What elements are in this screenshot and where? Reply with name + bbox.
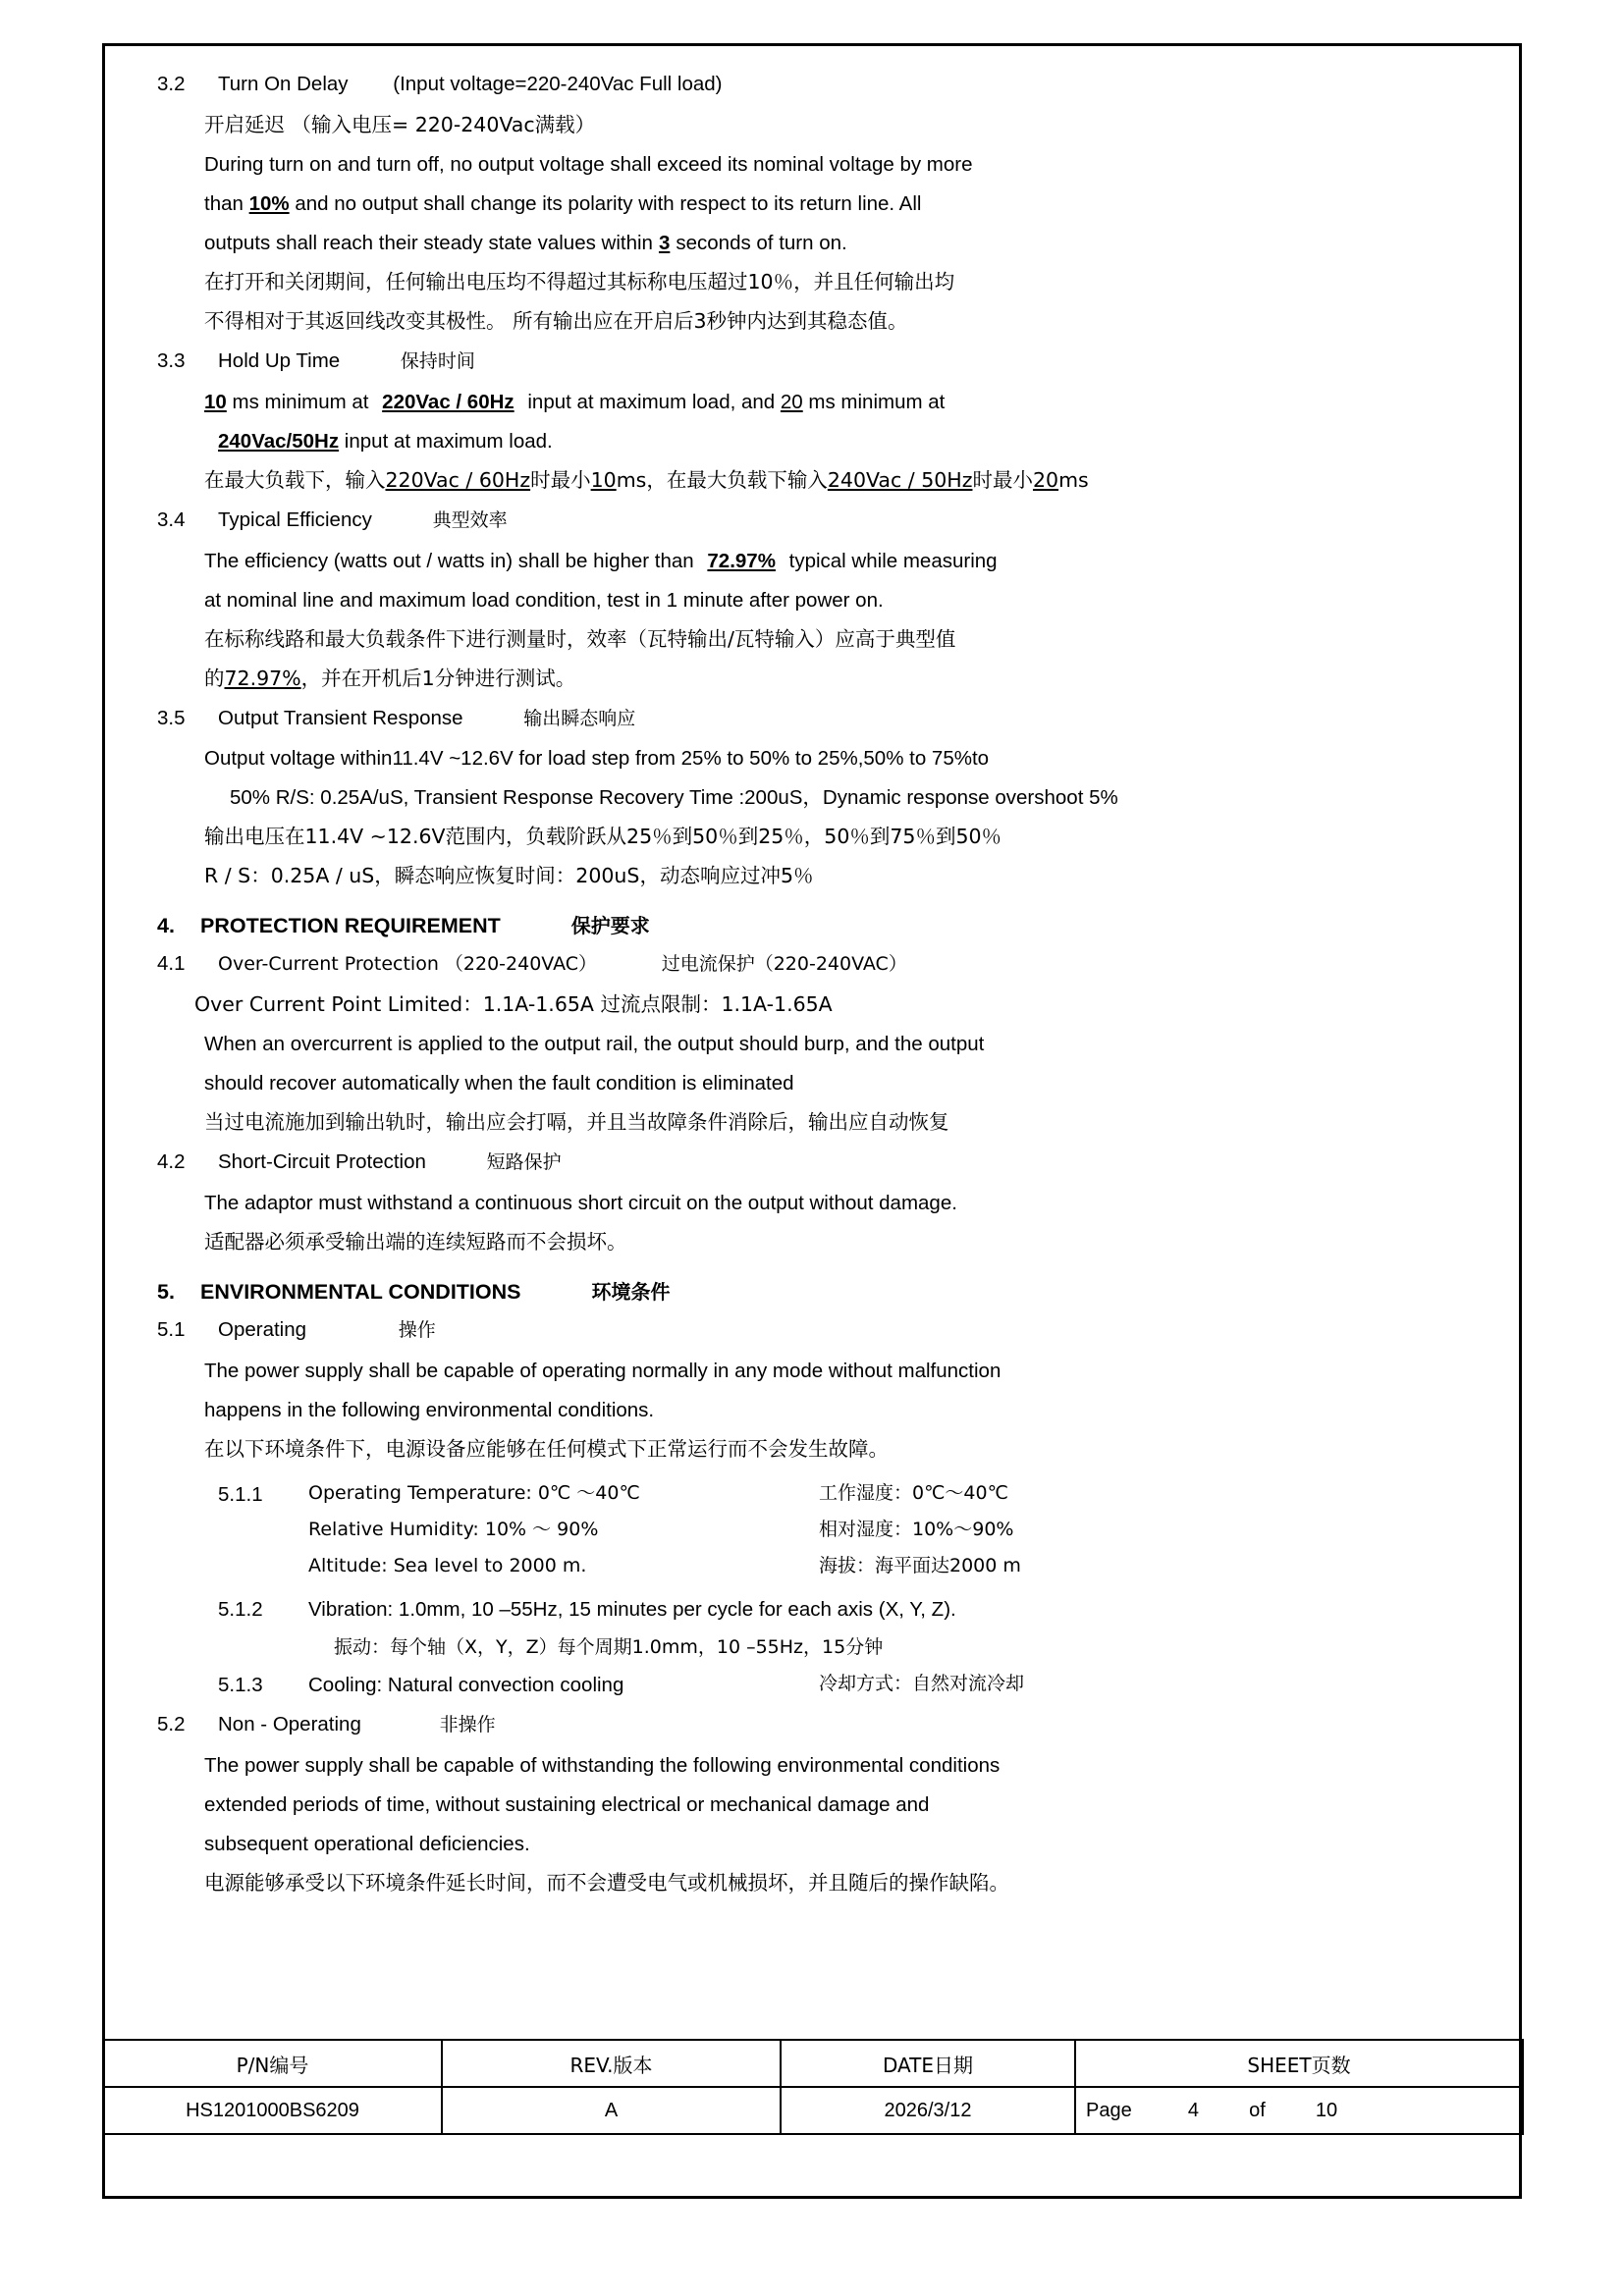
section-4-1-title-cn: 过电流保护（220-240VAC）: [661, 953, 907, 976]
section-3-3: [157, 342, 1473, 381]
footer-value-row: [103, 2087, 1523, 2134]
section-5-1-1-number: 5.1.1: [218, 1482, 263, 1506]
section-5-heading: [157, 1276, 1473, 1305]
section-3-3-cn-c: ms，在最大负载下输入: [616, 467, 828, 492]
section-3-3-title: Hold Up Time: [218, 348, 341, 372]
section-4-2-line-1: The adaptor must withstand a continuous short circuit on the output without damage.: [204, 1192, 957, 1215]
section-5-1-number: 5.1: [157, 1318, 186, 1342]
section-3-4-cn-2: [204, 660, 1473, 699]
section-3-4-cn-2-post: ，并在开机后1分钟进行测试。: [300, 666, 576, 690]
section-5-2-number: 5.2: [157, 1713, 186, 1736]
section-3-4-line-2: at nominal line and maximum load condition, test in 1 minute after power on.: [204, 588, 884, 612]
altitude-en: Altitude: Sea level to 2000 m.: [308, 1555, 587, 1577]
section-3-2-cn-1: 在打开和关闭期间，任何输出电压均不得超过其标称电压超过10％，并且任何输出均: [204, 269, 955, 294]
section-4-1-line-2: When an overcurrent is applied to the output rail, the output should burp, and the output: [204, 1033, 985, 1056]
section-5-2-line-3: subsequent operational deficiencies.: [204, 1833, 530, 1855]
section-3-5-line-2: 50% R/S: 0.25A/uS, Transient Response Recovery Time :200uS，Dynamic response overshoot 5%: [230, 786, 1118, 810]
section-3-2-value-percent: 10%: [248, 191, 290, 215]
section-3-5: [157, 699, 1473, 738]
section-3-3-value-holdup-2: 20: [780, 390, 803, 413]
section-5-1-2-number: 5.1.2: [218, 1598, 263, 1622]
section-3-2-value-seconds: 3: [658, 231, 671, 254]
section-5-1-2: [218, 1590, 1473, 1666]
cooling-en: Cooling: Natural convection cooling: [308, 1674, 624, 1697]
section-3-3-text-3: ms minimum at: [802, 390, 946, 413]
footer-table: [102, 2039, 1524, 2135]
section-3-2-line-2: [204, 185, 1473, 224]
section-5-2-cn-1: 电源能够承受以下环境条件延长时间，而不会遭受电气或机械损坏，并且随后的操作缺陷。: [204, 1870, 1009, 1895]
section-3-3-cn-d: 时最小: [972, 467, 1033, 492]
section-3-3-number: 3.3: [157, 348, 186, 372]
document-content: [128, 65, 1502, 1903]
section-3-2-cn-2: 不得相对于其返回线改变其极性。 所有输出应在开启后3秒钟内达到其稳态值。: [204, 308, 908, 333]
page-label: Page: [1086, 2099, 1132, 2121]
footer-value-pn: HS1201000BS6209: [103, 2087, 442, 2134]
section-3-3-line-1: [204, 383, 1473, 422]
cooling-cn: 冷却方式：自然对流冷却: [819, 1673, 1025, 1695]
section-4-title: PROTECTION REQUIREMENT: [200, 914, 501, 938]
section-3-2-line-3-post: seconds of turn on.: [676, 231, 847, 254]
section-3-4-line-1: [204, 542, 1473, 581]
section-4-1-line-3: should recover automatically when the fault condition is eliminated: [204, 1072, 794, 1095]
section-3-3-value-input-2: 240Vac/50Hz: [218, 429, 340, 453]
footer-value-sheet: [1075, 2087, 1523, 2134]
section-3-3-cn-b: 时最小: [530, 467, 591, 492]
section-5-1-1-row-1: [308, 1475, 1473, 1512]
section-4-2-title: Short-Circuit Protection: [218, 1150, 426, 1174]
section-3-5-number: 3.5: [157, 706, 186, 729]
section-4-title-cn: 保护要求: [570, 914, 650, 938]
section-3-2-line-3: [204, 224, 1473, 263]
relative-humidity-cn: 相对湿度：10%～90%: [819, 1519, 1014, 1541]
section-5-1-line-1: The power supply shall be capable of operating normally in any mode without malfunction: [204, 1360, 1001, 1383]
section-3-2-number: 3.2: [157, 73, 186, 95]
footer-header-pn: P/N编号: [103, 2040, 442, 2087]
section-4-2-cn-1: 适配器必须承受输出端的连续短路而不会损坏。: [204, 1230, 627, 1255]
altitude-cn: 海拔：海平面达2000 m: [819, 1555, 1021, 1577]
section-4-2: [157, 1143, 1473, 1182]
section-3-3-cn-a: 在最大负载下，输入: [204, 467, 386, 492]
relative-humidity-en: Relative Humidity: 10% ～ 90%: [308, 1519, 599, 1541]
footer-value-date: 2026/3/12: [781, 2087, 1075, 2134]
section-5-1-3-number: 5.1.3: [218, 1674, 263, 1697]
section-4-1-number: 4.1: [157, 952, 186, 976]
section-5-2-line-1: The power supply shall be capable of withstanding the following environmental conditions: [204, 1754, 1001, 1778]
section-3-4-cn-value: 72.97%: [224, 666, 301, 690]
section-3-2-line-1: During turn on and turn off, no output voltage shall exceed its nominal voltage by more: [204, 152, 973, 176]
section-4-heading: [157, 910, 1473, 938]
section-3-4-line-1-pre: The efficiency (watts out / watts in) shall be higher than: [204, 549, 700, 572]
section-4-2-title-cn: 短路保护: [486, 1151, 562, 1174]
section-3-2-title-cn: 开启延迟 （输入电压= 220-240Vac满载）: [204, 112, 596, 136]
section-4-2-number: 4.2: [157, 1150, 186, 1174]
section-5-2-title: Non - Operating: [218, 1713, 361, 1736]
section-5-1-title-cn: 操作: [398, 1319, 436, 1342]
section-4-1: [157, 944, 1473, 984]
section-3-4-cn-1: 在标称线路和最大负载条件下进行测量时，效率（瓦特输出/瓦特输入）应高于典型值: [204, 626, 956, 651]
section-5-2-title-cn: 非操作: [439, 1714, 496, 1736]
section-5-number: 5.: [157, 1280, 175, 1305]
section-3-5-title-cn: 输出瞬态响应: [523, 707, 636, 729]
section-5-title-cn: 环境条件: [591, 1280, 671, 1305]
section-3-4-title-cn: 典型效率: [432, 508, 508, 531]
section-3-4-line-1-post: typical while measuring: [783, 549, 998, 572]
section-4-number: 4.: [157, 914, 175, 938]
vibration-cn: 振动：每个轴（X，Y，Z）每个周期1.0mm，10 –55Hz，15分钟: [334, 1636, 884, 1659]
section-5-2-line-2: extended periods of time, without sustaining electrical or mechanical damage and: [204, 1793, 930, 1817]
section-3-2-title-paren: (Input voltage=220-240Vac Full load): [393, 73, 723, 95]
section-5-1: [157, 1310, 1473, 1350]
section-5-1-line-2: happens in the following environmental conditions.: [204, 1399, 655, 1422]
section-3-4-value-efficiency: 72.97%: [707, 549, 776, 572]
page-total: 10: [1315, 2099, 1338, 2121]
vibration-en: Vibration: 1.0mm, 10 –55Hz, 15 minutes per cycle for each axis (X, Y, Z).: [308, 1598, 956, 1622]
section-3-3-value-holdup-1: 10: [204, 390, 227, 413]
section-5-1-title: Operating: [218, 1318, 307, 1342]
footer-header-row: [103, 2040, 1523, 2087]
section-3-4-number: 3.4: [157, 507, 186, 531]
operating-temperature-en: Operating Temperature: 0℃ ～40℃: [308, 1481, 640, 1504]
footer-header-sheet: SHEET页数: [1075, 2040, 1523, 2087]
page-of-label: of: [1249, 2099, 1266, 2121]
section-3-3-cn-v3: 240Vac / 50Hz: [827, 467, 973, 492]
section-3-3-text-2: input at maximum load, and: [521, 390, 781, 413]
section-3-3-title-cn: 保持时间: [400, 349, 475, 372]
section-3-2-line-2-post: and no output shall change its polarity with respect to its return line. All: [289, 191, 922, 215]
section-3-5-cn-1: 输出电压在11.4V ~12.6V范围内，负载阶跃从25％到50％到25％，50％到75％到50％: [204, 825, 1002, 849]
section-5-title: ENVIRONMENTAL CONDITIONS: [200, 1280, 521, 1305]
section-3-5-title: Output Transient Response: [218, 706, 463, 729]
section-3-3-value-input-1: 220Vac / 60Hz: [382, 390, 514, 413]
section-3-4: [157, 501, 1473, 540]
section-3-5-line-1: Output voltage within11.4V ~12.6V for load step from 25% to 50% to 25%,50% to 75%to: [204, 747, 990, 771]
section-3-3-cn: [204, 461, 1473, 501]
section-3-2-line-3-pre: outputs shall reach their steady state values within: [204, 231, 653, 254]
page-number: 4: [1187, 2099, 1199, 2121]
section-3-3-cn-v4: 20: [1032, 467, 1059, 492]
footer-header-rev: REV.版本: [442, 2040, 781, 2087]
section-4-1-title: Over-Current Protection （220-240VAC）: [218, 953, 598, 976]
section-3-2-title: Turn On Delay: [218, 73, 349, 95]
section-5-1-1-row-2: [308, 1512, 1473, 1548]
section-3-2: [157, 65, 1473, 104]
footer-header-date: DATE日期: [781, 2040, 1075, 2087]
footer-value-rev: A: [442, 2087, 781, 2134]
section-5-1-1: [218, 1475, 1473, 1584]
section-4-1-line-1: Over Current Point Limited：1.1A-1.65A 过流点限制：1.1A-1.65A: [194, 992, 833, 1017]
section-3-3-text-4: input at maximum load.: [339, 429, 553, 453]
section-3-3-cn-v2: 10: [590, 467, 617, 492]
section-5-1-cn-1: 在以下环境条件下，电源设备应能够在任何模式下正常运行而不会发生故障。: [204, 1437, 889, 1461]
section-3-3-text-1: ms minimum at: [226, 390, 375, 413]
section-3-5-cn-2: R / S：0.25A / uS，瞬态响应恢复时间：200uS，动态响应过冲5％: [204, 864, 814, 888]
section-3-2-line-2-pre: than: [204, 191, 249, 215]
section-5-1-3: [218, 1666, 1473, 1705]
section-3-3-cn-e: ms: [1058, 467, 1089, 492]
section-3-3-line-2: [218, 422, 1473, 461]
section-3-3-cn-v1: 220Vac / 60Hz: [385, 467, 531, 492]
section-3-4-cn-2-pre: 的: [204, 666, 225, 690]
operating-temperature-cn: 工作湿度：0℃～40℃: [819, 1481, 1008, 1504]
section-5-2: [157, 1705, 1473, 1744]
section-5-1-1-row-3: [308, 1548, 1473, 1584]
section-3-4-title: Typical Efficiency: [218, 507, 372, 531]
section-4-1-cn-1: 当过电流施加到输出轨时，输出应会打嗝，并且当故障条件消除后，输出应自动恢复: [204, 1110, 949, 1135]
